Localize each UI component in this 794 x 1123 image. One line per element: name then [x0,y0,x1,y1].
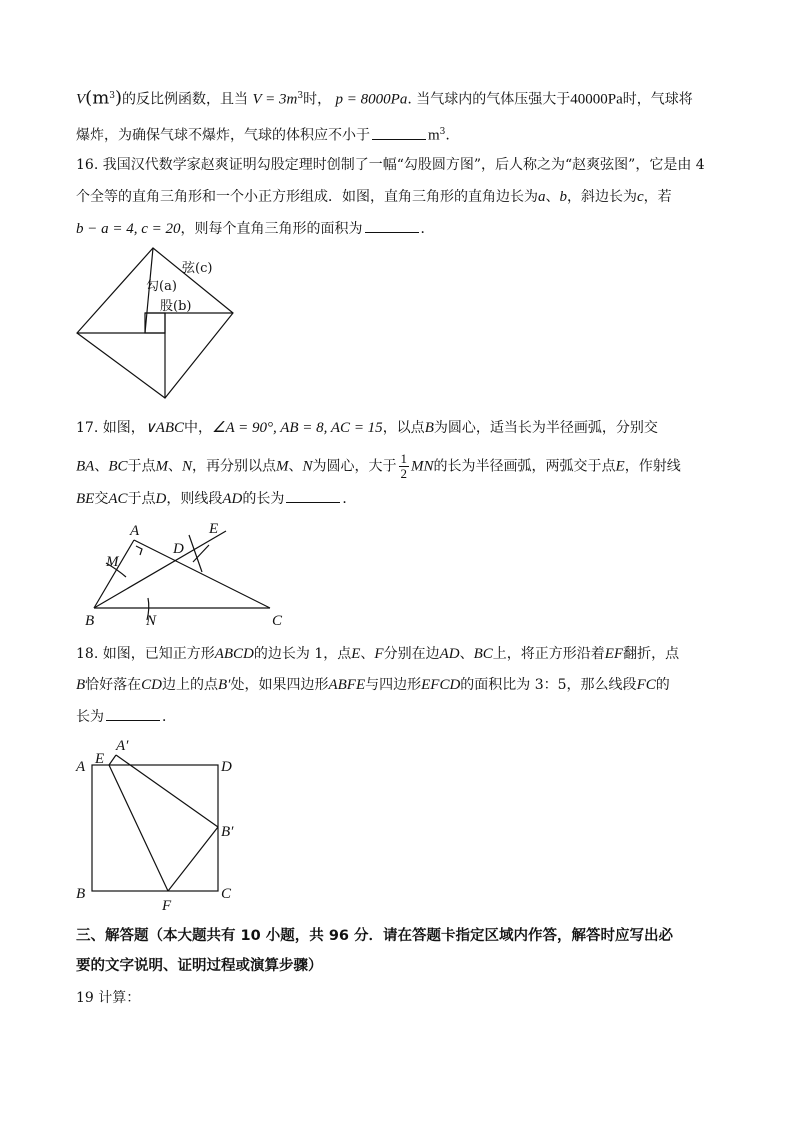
label-E: E [95,751,105,767]
label-B-prime: B′ [221,824,234,840]
q15-line-1: $V(m^3)$的反比例函数，且当 $V = 3m^3$时， p = 8000Pa. 当气球内的气体压强大于40000Pa时，气球将 [76,87,693,109]
label-A: A [76,759,86,775]
label-B: B [76,886,86,902]
label-A: A [130,523,140,539]
label-M: M [106,554,119,570]
section-3-heading-line-2: 要的文字说明、证明过程或演算步骤） [76,958,323,974]
section-3-heading-line-1: 三、解答题（本大题共有 10 小题，共 96 分．请在答题卡指定区域内作答，解答时应写出必 [76,928,674,944]
label-N: N [146,613,157,629]
q16-line-1: 16. 我国汉代数学家赵爽证明勾股定理时创制了一幅“勾股圆方图”，后人称之为“赵爽弦图”，它是由 4 [76,157,705,173]
label-E: E [209,521,219,537]
q17-line-3: BE交AC于点D，则线段AD的长为 ． [76,488,356,509]
label-C: C [221,886,232,902]
label-hypotenuse: 弦(c) [182,261,213,276]
fraction-one-half: $\frac{1}{2}$ [400,451,408,481]
q17-line-1: 17. 如图，∨ABC中，∠A = 90°, AB = 8, AC = 15，以点B为圆心，适当长为半径画弧，分别交 [76,420,658,436]
q18-line-3: 长为 ． [76,706,176,727]
q19-label: 19 计算： [76,990,141,1006]
label-B: B [85,613,95,629]
q18-line-2: B恰好落在CD边上的点B′处，如果四边形ABFE与四边形EFCD的面积比为 3：5，那么线段FC的 [76,677,670,693]
label-D: D [221,759,232,775]
q18-line-1: 18. 如图，已知正方形ABCD的边长为 1，点E、F分别在边AD、BC上，将正方形沿着EF翻折，点 [76,646,680,662]
q15-line-2: 爆炸，为确保气球不爆炸，气球的体积应不小于 $m^3$. [76,122,450,146]
label-leg-a: 勾(a) [146,279,177,294]
q16-line-3: b − a = 4, c = 20，则每个直角三角形的面积为 ． [76,218,435,239]
label-F: F [162,898,172,914]
label-D: D [173,541,184,557]
label-C: C [272,613,283,629]
label-A-prime: A′ [116,738,129,754]
q17-line-2: BA、BC于点M、N，再分别以点M、N为圆心，大于 $\frac{1}{2}$ MN的长为半径画弧，两弧交于点E，作射线 [76,451,681,481]
q16-line-2: 个全等的直角三角形和一个小正方形组成．如图，直角三角形的直角边长为a、b，斜边长为c，若 [76,189,672,205]
label-leg-b: 股(b) [160,299,192,314]
